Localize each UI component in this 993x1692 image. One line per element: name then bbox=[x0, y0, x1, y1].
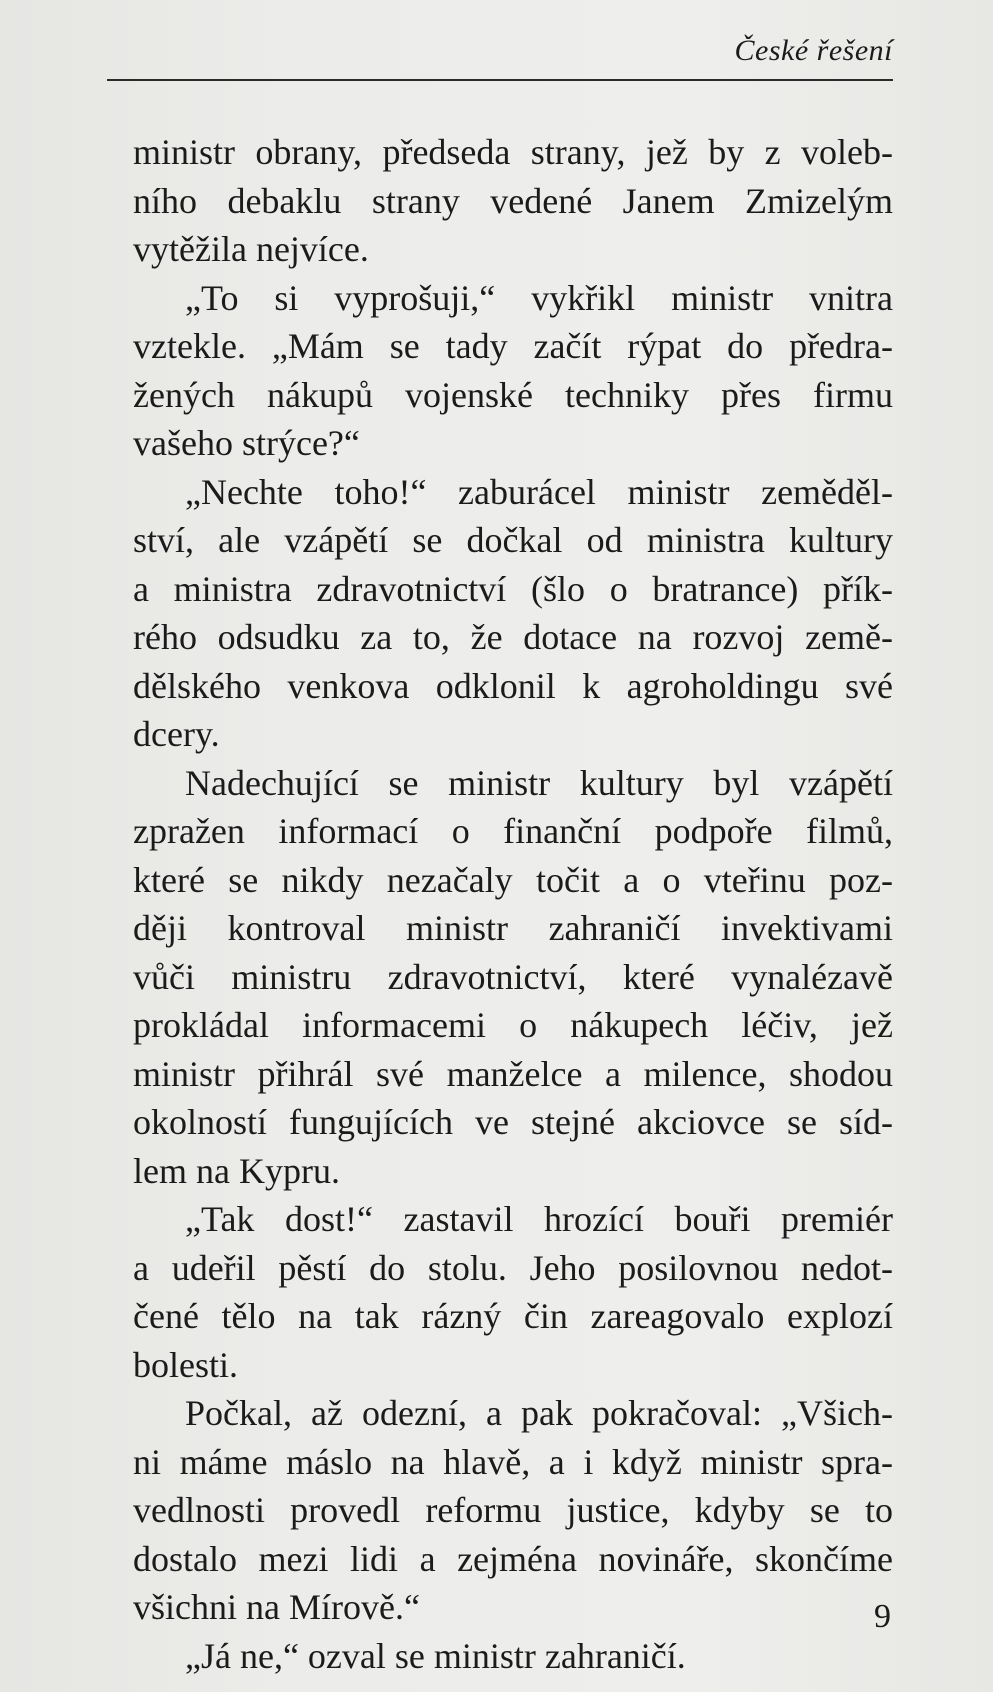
text-line: „Já ne,“ ozval se ministr zahraničí. bbox=[185, 1635, 686, 1676]
paragraph bbox=[133, 128, 893, 274]
text-line: Počkal, až odezní, a pak pokračoval: „Všich- bbox=[185, 1393, 893, 1433]
text-line: vašeho strýce?“ bbox=[133, 423, 360, 463]
text-line: „Tak dost!“ zastavil hrozící bouři premiér bbox=[185, 1199, 893, 1239]
text-line: které se nikdy nezačaly točit a o vteřinu poz- bbox=[133, 859, 893, 900]
paragraph bbox=[133, 1632, 893, 1681]
paragraph bbox=[133, 274, 893, 468]
text-line: ního debaklu strany vedené Janem Zmizelým bbox=[133, 180, 893, 221]
text-line: okolností fungujících ve stejné akciovce se síd- bbox=[133, 1102, 893, 1142]
text-line: a udeřil pěstí do stolu. Jeho posilovnou nedot- bbox=[133, 1247, 893, 1288]
text-line: všichni na Mírově.“ bbox=[133, 1587, 420, 1627]
text-line: Nadechující se ministr kultury byl vzápětí bbox=[185, 762, 893, 803]
text-line: vůči ministru zdravotnictví, které vynalézavě bbox=[133, 956, 893, 997]
header-rule bbox=[107, 79, 893, 81]
text-line: „Nechte toho!“ zaburácel ministr zeměděl- bbox=[185, 471, 893, 512]
text-line: prokládal informacemi o nákupech léčiv, jež bbox=[133, 1005, 893, 1045]
text-line: ději kontroval ministr zahraničí invektivami bbox=[133, 908, 893, 948]
text-line: dostalo mezi lidi a zejména novináře, skončíme bbox=[133, 1538, 893, 1579]
page-number: 9 bbox=[874, 1598, 891, 1635]
text-line: ministr přihrál své manželce a milence, shodou bbox=[133, 1053, 893, 1094]
text-line: ni máme máslo na hlavě, a i když ministr spra- bbox=[133, 1441, 893, 1482]
paragraph bbox=[133, 759, 893, 1196]
text-line: a ministra zdravotnictví (šlo o bratrance) přík- bbox=[133, 568, 893, 609]
paragraph bbox=[133, 1389, 893, 1632]
body-text bbox=[133, 128, 893, 1680]
text-line: čené tělo na tak rázný čin zareagovalo explozí bbox=[133, 1296, 893, 1336]
running-head-title: České řešení bbox=[734, 34, 893, 67]
text-line: zpražen informací o finanční podpoře filmů, bbox=[133, 811, 893, 851]
text-line: „To si vyprošuji,“ vykřikl ministr vnitra bbox=[185, 277, 893, 318]
text-line: žených nákupů vojenské techniky přes firmu bbox=[133, 374, 893, 415]
text-line: dělského venkova odklonil k agroholdingu své bbox=[133, 665, 893, 706]
text-line: bolesti. bbox=[133, 1344, 238, 1385]
text-line: vedlnosti provedl reformu justice, kdyby se to bbox=[133, 1490, 893, 1530]
paragraph bbox=[133, 1195, 893, 1389]
text-line: rého odsudku za to, že dotace na rozvoj země- bbox=[133, 617, 893, 657]
text-line: ství, ale vzápětí se dočkal od ministra kultury bbox=[133, 520, 893, 560]
text-line: ministr obrany, předseda strany, jež by z voleb- bbox=[133, 132, 893, 172]
text-line: vztekle. „Mám se tady začít rýpat do předra- bbox=[133, 326, 893, 366]
paragraph bbox=[133, 468, 893, 759]
text-line: dcery. bbox=[133, 714, 220, 754]
text-line: vytěžila nejvíce. bbox=[133, 229, 369, 269]
text-line: lem na Kypru. bbox=[133, 1150, 340, 1191]
